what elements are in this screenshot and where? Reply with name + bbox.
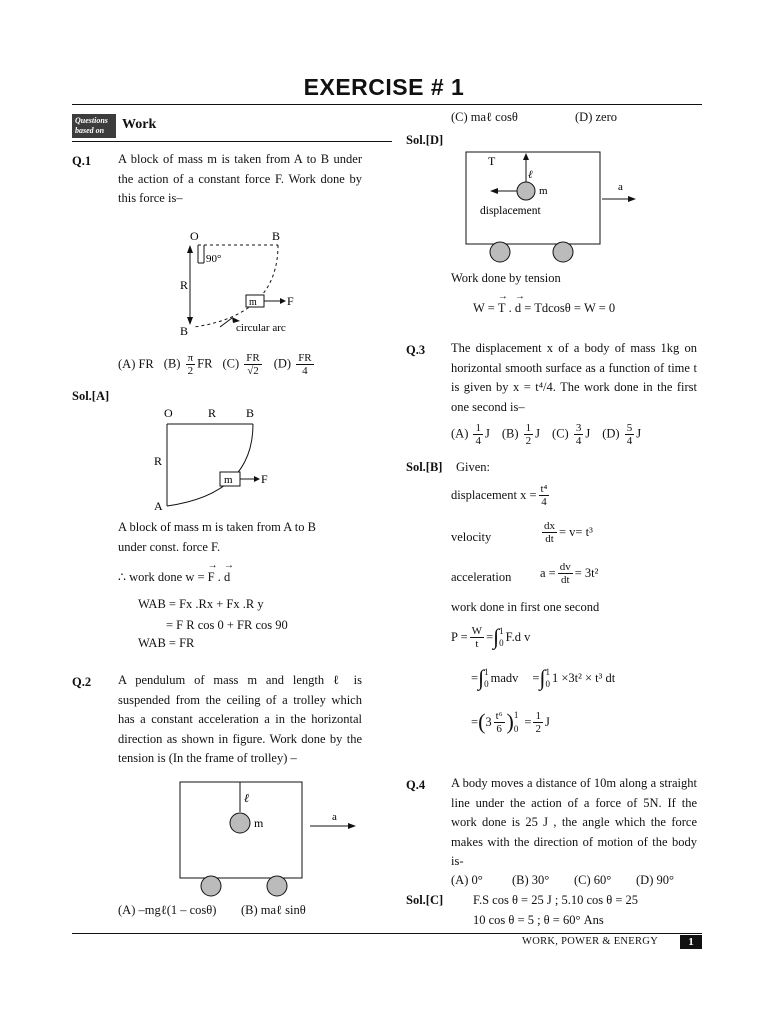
option-b: (B) $\frac{1}{2}$ J xyxy=(501,422,541,447)
option-b: (B) maℓ sinθ xyxy=(241,903,306,917)
option-a: (A) $\frac{1}{4}$ J xyxy=(451,422,490,447)
question-number: Q.2 xyxy=(72,675,92,689)
question-text: The displacement x of a body of mass 1kg on horizontal smooth surface as a function of time t is given by x = t⁴/4. The work done in the first one second is– xyxy=(451,341,697,414)
fig-label: A xyxy=(154,499,163,513)
sol1-line: WAB = FR xyxy=(138,636,195,650)
sol4-line: F.S cos θ = 25 J ; 5.10 cos θ = 25 xyxy=(473,893,639,907)
option-d: (D) zero xyxy=(575,110,617,124)
solution-label: Sol.[B] xyxy=(406,460,443,474)
q2-trolley-figure xyxy=(176,778,366,898)
fig-label: R xyxy=(154,454,163,468)
topic-heading: Work xyxy=(122,117,157,132)
fig-label: m xyxy=(254,816,264,830)
solution-label: Sol.[C] xyxy=(406,893,444,907)
topic-rule xyxy=(72,141,392,142)
sol1-line: = F R cos 0 + FR cos 90 xyxy=(166,618,288,632)
sol3-accel-label: acceleration xyxy=(451,570,512,584)
sol3-accel-eq: a = $\frac{dv}{dt}$ = 3t² xyxy=(540,561,599,586)
option-a: (A) FR xyxy=(118,357,154,371)
fig-label: ℓ xyxy=(244,791,249,805)
option-c: (C) maℓ cosθ xyxy=(451,110,518,124)
q3-options xyxy=(451,422,641,447)
option-d: (D) $\frac{5}{4}$ J xyxy=(602,422,642,447)
fig-label: B xyxy=(272,229,281,243)
question-text: A block of mass m is taken from A to B under the action of a constant force F. Work done by this force is– xyxy=(118,152,362,205)
fig-label: F xyxy=(261,472,268,486)
question-number: Q.3 xyxy=(406,343,426,357)
question-text: A body moves a distance of 10m along a straight line under the action of a force of 5N. If the work done is 25 J , the angle which the force makes with the direction of motion of the body is- xyxy=(451,776,697,868)
sol3-velocity-eq: $\frac{dx}{dt}$ = v= t³ xyxy=(544,520,593,545)
fig-label: a xyxy=(618,181,623,193)
sol3-displacement: displacement x = $\frac{\text{t⁴}}{4}$ xyxy=(451,483,548,508)
page-number: 1 xyxy=(680,935,702,949)
fig-label: 90° xyxy=(206,253,222,265)
option-a: (A) 0° xyxy=(451,873,483,887)
fig-label: displacement xyxy=(480,205,541,217)
fig-label: m xyxy=(224,474,233,486)
sol3-work-label: work done in first one second xyxy=(451,600,600,614)
sol3-given: Given: xyxy=(456,460,491,474)
page-title: EXERCISE # 1 xyxy=(303,74,465,100)
fig-label: B xyxy=(180,324,189,338)
questions-tag: Questions based on xyxy=(72,114,116,138)
sol3-integral-line: = ∫ 1 0 madv = ∫ 1 0 1 ×3t² × t³ dt xyxy=(471,665,616,690)
q1-options xyxy=(118,352,316,377)
sol3-power-eq: P = $\frac{W}{t}$ = ∫ 1 0 F.d v xyxy=(451,624,531,650)
question-number: Q.1 xyxy=(72,154,92,168)
solution-label: Sol.[A] xyxy=(72,389,110,403)
question-number: Q.4 xyxy=(406,778,426,792)
option-b: (B) 30° xyxy=(512,873,550,887)
sol2-line: Work done by tension xyxy=(451,271,561,285)
fig-label: O xyxy=(164,406,173,420)
fig-label: F xyxy=(287,294,294,308)
option-c: (C) $\frac{3}{4}$ J xyxy=(552,422,591,447)
fig-label: O xyxy=(190,229,199,243)
question-text: A pendulum of mass m and length ℓ is suspended from the ceiling of a trolley which has a constant acceleration a in the horizontal direction as shown in figure. Work done by the tension is (In the frame of trolley) – xyxy=(118,673,362,765)
sol2-eq: W = → T . → d = Tdcosθ = W = 0 xyxy=(473,301,615,316)
sol4-line: 10 cos θ = 5 ; θ = 60° Ans xyxy=(473,913,604,927)
fig-label: m xyxy=(539,185,548,197)
option-c: (C) 60° xyxy=(574,873,612,887)
option-c: (C) $\frac{FR}{√2}$ xyxy=(222,352,260,377)
sol1-work-eq: ∴ work done w = → F . → d xyxy=(118,569,230,585)
footer-rule xyxy=(72,933,702,934)
top-rule xyxy=(72,104,702,105)
option-d: (D) 90° xyxy=(636,873,674,887)
solution-label: Sol.[D] xyxy=(406,133,444,147)
sol1-figure xyxy=(150,402,280,514)
q1-figure xyxy=(170,225,320,340)
fig-label: R xyxy=(208,406,217,420)
sol3-result-line: = ( 3 $\frac{\text{t⁶}}{6}$ ) 1 0 = $\frac{1}{2}$ J xyxy=(471,709,550,735)
fig-label: T xyxy=(488,154,496,168)
fig-label: B xyxy=(246,406,255,420)
option-a: (A) –mgℓ(1 – cosθ) xyxy=(118,903,217,917)
sol1-line: under const. force F. xyxy=(118,540,221,554)
sol1-line: WAB = Fx .Rx + Fx .R y xyxy=(138,597,264,611)
footer-text: WORK, POWER & ENERGY xyxy=(522,936,659,947)
fig-label: circular arc xyxy=(236,322,286,334)
fig-label: ℓ xyxy=(528,169,533,181)
sol1-line: A block of mass m is taken from A to B xyxy=(118,520,316,534)
fig-label: R xyxy=(180,278,189,292)
option-b: (B) $\frac{\pi}{2}$ FR xyxy=(163,352,213,377)
fig-label: a xyxy=(332,811,337,823)
sol3-velocity-label: velocity xyxy=(451,530,492,544)
sol2-trolley-figure xyxy=(462,148,652,266)
option-d: (D) $\frac{FR}{4}$ xyxy=(273,352,312,377)
fig-label: m xyxy=(249,297,257,308)
